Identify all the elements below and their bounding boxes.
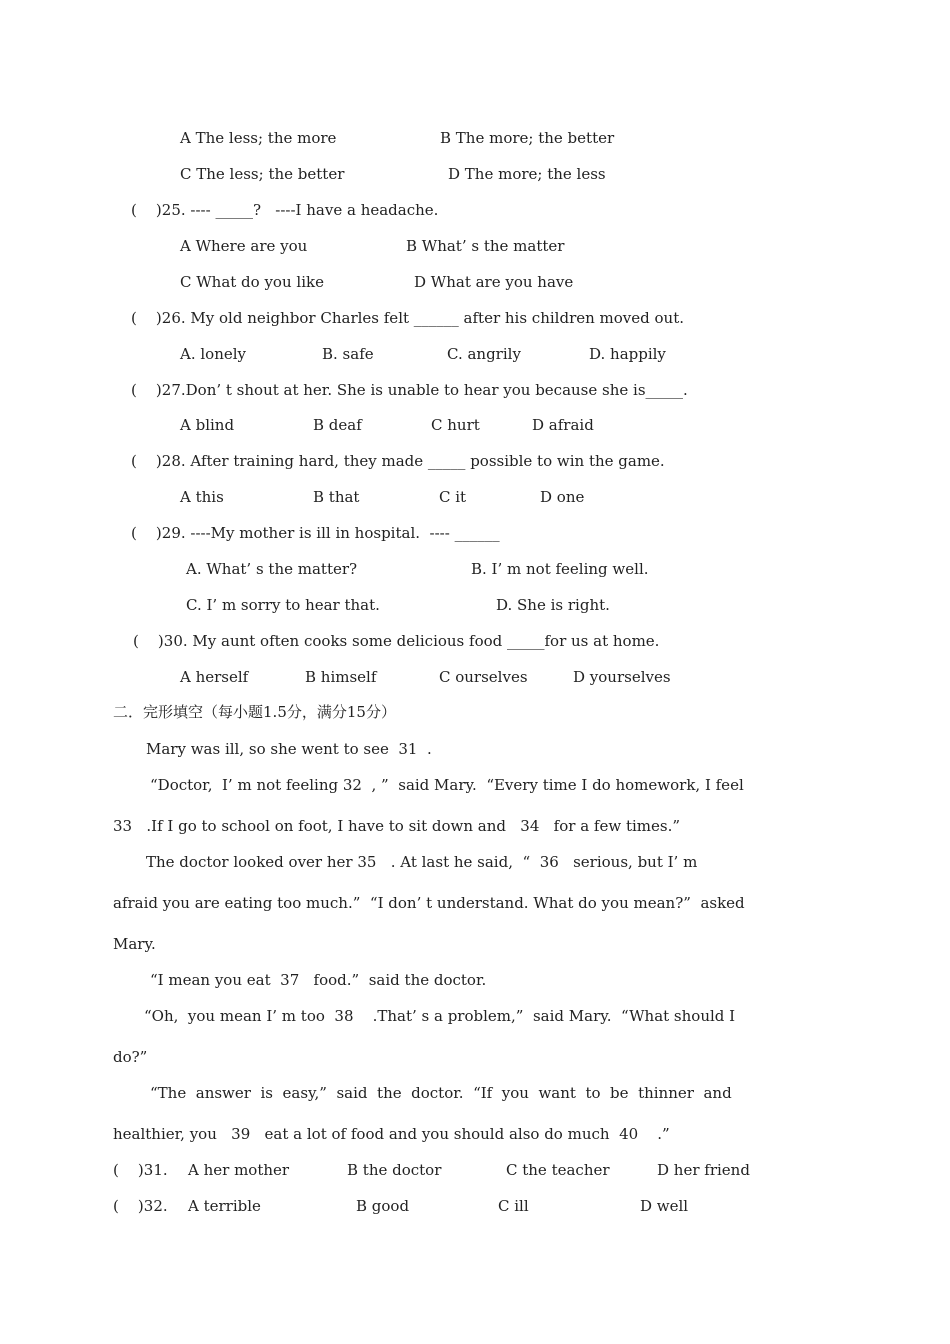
passage-line: healthier, you 39 eat a lot of food and you should also do much 40 .” <box>113 1125 670 1143</box>
option-a: A blind <box>180 416 235 434</box>
option-d: D one <box>540 488 585 506</box>
option-a: A. lonely <box>180 345 247 363</box>
option-d: D What are you have <box>414 273 574 291</box>
option-c: C The less; the better <box>180 165 345 183</box>
option-b: B The more; the better <box>440 129 615 147</box>
passage-line: Mary. <box>113 935 156 953</box>
option-d: D The more; the less <box>448 165 606 183</box>
option-b: B himself <box>305 668 377 686</box>
option-c: C it <box>439 488 467 506</box>
passage-line: The doctor looked over her 35 . At last he said, “ 36 serious, but I’ m <box>146 853 698 871</box>
option-a: A. What’ s the matter? <box>186 560 358 578</box>
question-stem: ( )30. My aunt often cooks some delicious food _____for us at home. <box>133 632 660 650</box>
option-c: C. I’ m sorry to hear that. <box>186 596 380 614</box>
option-b: B What’ s the matter <box>406 237 565 255</box>
option-d: D. She is right. <box>496 596 610 614</box>
option-d: D. happily <box>589 345 666 363</box>
option-d: D afraid <box>532 416 594 434</box>
question-stem: ( )29. ----My mother is ill in hospital. ---- ______ <box>131 524 500 542</box>
option-b: B. safe <box>322 345 374 363</box>
passage-line: “Doctor, I’ m not feeling 32 , ” said Mary. “Every time I do homework, I feel <box>150 776 744 794</box>
option-d: D yourselves <box>573 668 671 686</box>
option-d: D her friend <box>657 1161 750 1179</box>
option-c: C ourselves <box>439 668 528 686</box>
passage-line: “Oh, you mean I’ m too 38 .That’ s a problem,” said Mary. “What should I <box>144 1007 736 1025</box>
option-d: D well <box>640 1197 689 1215</box>
option-b: B that <box>313 488 360 506</box>
option-b: B deaf <box>313 416 362 434</box>
option-a: A The less; the more <box>180 129 337 147</box>
question-stem: ( )28. After training hard, they made _____ possible to win the game. <box>131 452 665 470</box>
option-c: C What do you like <box>180 273 324 291</box>
option-a: A her mother <box>188 1161 290 1179</box>
option-c: C the teacher <box>506 1161 610 1179</box>
passage-line: “The answer is easy,” said the doctor. “If you want to be thinner and <box>150 1084 732 1102</box>
option-a: A terrible <box>188 1197 261 1215</box>
option-a: A this <box>180 488 224 506</box>
question-stem: ( )26. My old neighbor Charles felt ______ after his children moved out. <box>131 309 685 327</box>
option-c: C. angrily <box>447 345 521 363</box>
option-c: C hurt <box>431 416 480 434</box>
passage-line: do?” <box>113 1048 148 1066</box>
question-stem: ( )25. ---- _____? ----I have a headache. <box>131 201 439 219</box>
passage-line: “I mean you eat 37 food.” said the doctor. <box>150 971 487 989</box>
question-stem: ( )27.Don’ t shout at her. She is unable to hear you because she is_____. <box>131 381 688 399</box>
option-c: C ill <box>498 1197 529 1215</box>
passage-line: afraid you are eating too much.” “I don’ t understand. What do you mean?” asked <box>113 894 745 912</box>
section-heading: 二．完形填空（每小题1.5分，满分15分） <box>113 703 396 721</box>
question-number: ( )31. <box>113 1161 168 1179</box>
option-a: A herself <box>180 668 249 686</box>
passage-line: Mary was ill, so she went to see 31 . <box>146 740 432 758</box>
option-a: A Where are you <box>180 237 308 255</box>
option-b: B. I’ m not feeling well. <box>471 560 649 578</box>
passage-line: 33 .If I go to school on foot, I have to sit down and 34 for a few times.” <box>113 817 681 835</box>
option-b: B the doctor <box>347 1161 442 1179</box>
option-b: B good <box>356 1197 410 1215</box>
question-number: ( )32. <box>113 1197 168 1215</box>
